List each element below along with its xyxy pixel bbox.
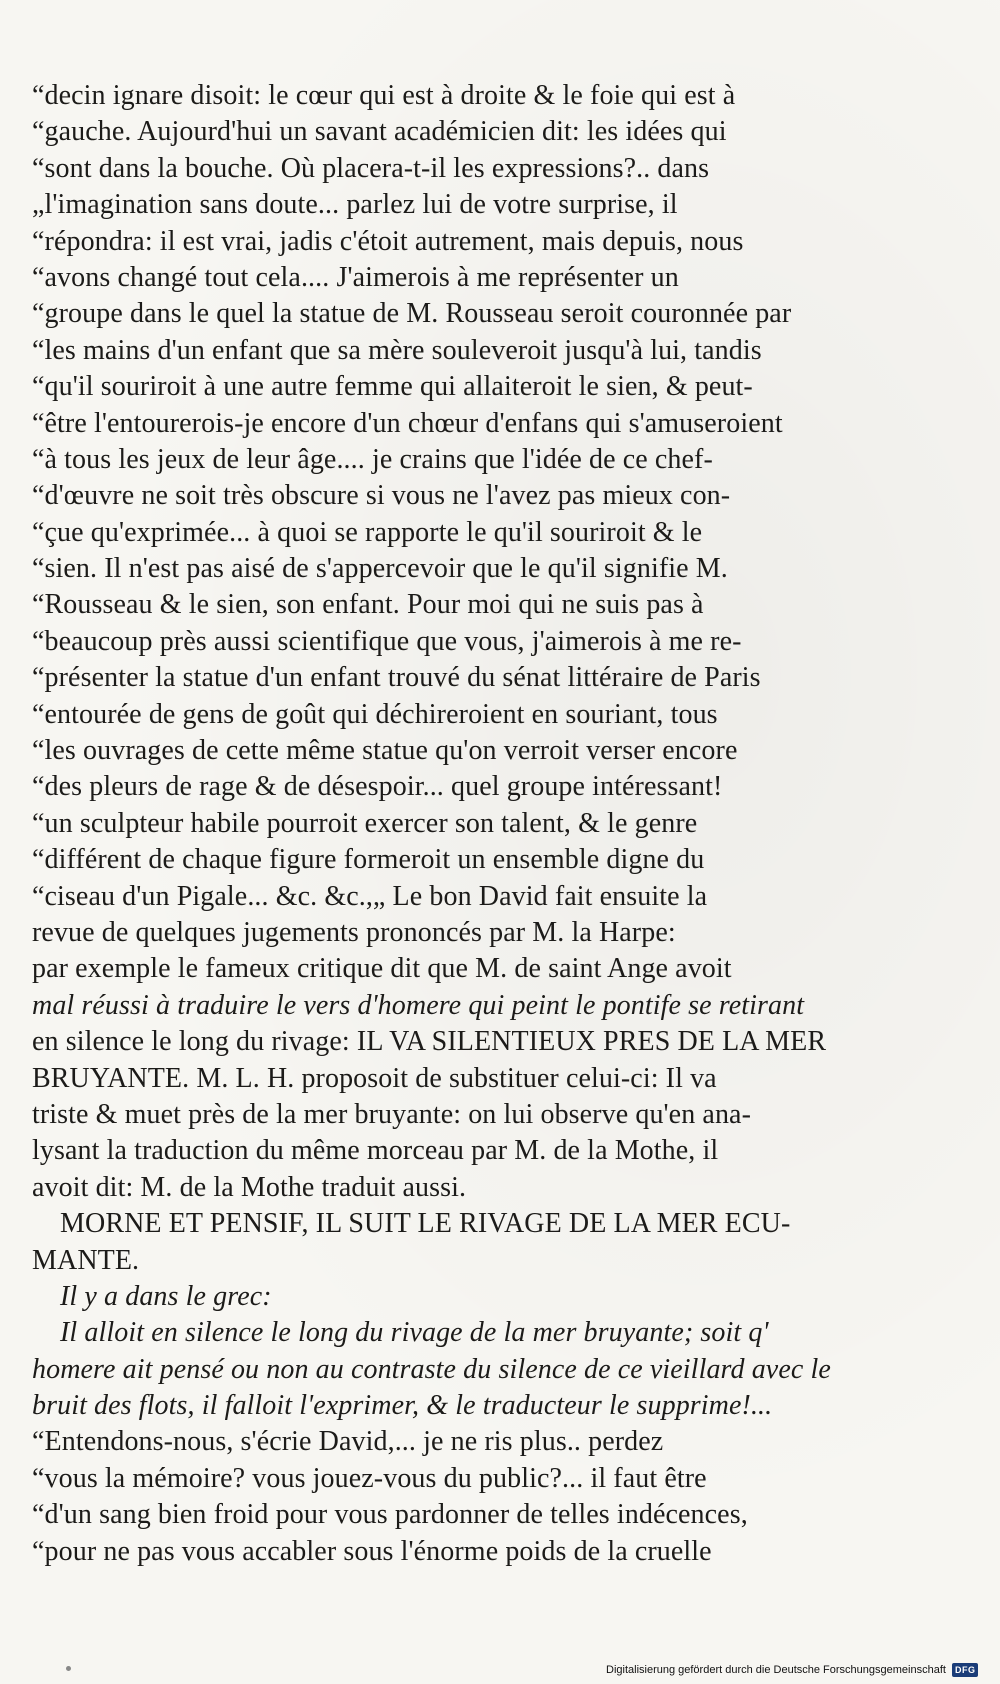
text-line: “ciseau d'un Pigale... &c. &c.,„ Le bon David fait ensuite la <box>32 880 708 912</box>
text-line: “qu'il souriroit à une autre femme qui allaiteroit le sien, & peut- <box>32 371 753 403</box>
text-line: revue de quelques jugements prononcés par M. la Harpe: <box>32 916 676 948</box>
text-line: Il alloit en silence le long du rivage de la mer bruyante; soit q' <box>60 1317 769 1349</box>
text-line: „l'imagination sans doute... parlez lui de votre surprise, il <box>32 189 678 221</box>
text-line: “répondra: il est vrai, jadis c'étoit autrement, mais depuis, nous <box>32 225 744 257</box>
text-line: “gauche. Aujourd'hui un savant académicien dit: les idées qui <box>32 116 727 148</box>
text-line: en silence le long du rivage: IL VA SILENTIEUX PRES DE LA MER <box>32 1026 827 1058</box>
text-line: lysant la traduction du même morceau par M. de la Mothe, il <box>32 1135 719 1167</box>
text-line: “un sculpteur habile pourroit exercer son talent, & le genre <box>32 807 698 839</box>
text-line: “d'un sang bien froid pour vous pardonner de telles indécences, <box>32 1499 748 1531</box>
text-line: Il y a dans le grec: <box>60 1280 272 1312</box>
text-line: “entourée de gens de goût qui déchireroient en souriant, tous <box>32 698 718 730</box>
body-text <box>32 78 937 1570</box>
text-line: “à tous les jeux de leur âge.... je crains que l'idée de ce chef- <box>32 443 713 475</box>
text-line: “çue qu'exprimée... à quoi se rapporte le qu'il souriroit & le <box>32 516 703 548</box>
text-line: “avons changé tout cela.... J'aimerois à me représenter un <box>32 261 679 293</box>
text-line: BRUYANTE. M. L. H. proposoit de substituer celui-ci: Il va <box>32 1062 717 1094</box>
footer-credit: Digitalisierung gefördert durch die Deutsche Forschungsgemeinschaft <box>606 1664 946 1676</box>
text-line: “sien. Il n'est pas aisé de s'appercevoir que le qu'il signifie M. <box>32 553 728 585</box>
text-line: “beaucoup près aussi scientifique que vous, j'aimerois à me re- <box>32 625 742 657</box>
text-line: “vous la mémoire? vous jouez-vous du public?... il faut être <box>32 1462 707 1494</box>
text-line: “les ouvrages de cette même statue qu'on verroit verser encore <box>32 735 738 767</box>
text-line: “différent de chaque figure formeroit un ensemble digne du <box>32 844 705 876</box>
text-line: MORNE ET PENSIF, IL SUIT LE RIVAGE DE LA MER ECU- <box>60 1208 791 1240</box>
digitization-footer <box>606 1661 978 1679</box>
text-line: “être l'entourerois-je encore d'un chœur d'enfans qui s'amuseroient <box>32 407 783 439</box>
text-line: par exemple le fameux critique dit que M. de saint Ange avoit <box>32 953 732 985</box>
text-line: “decin ignare disoit: le cœur qui est à droite & le foie qui est à <box>32 80 736 111</box>
text-line: “d'œuvre ne soit très obscure si vous ne l'avez pas mieux con- <box>32 480 731 512</box>
ink-speck <box>66 1666 71 1671</box>
text-line: “présenter la statue d'un enfant trouvé du sénat littéraire de Paris <box>32 662 761 694</box>
text-line: avoit dit: M. de la Mothe traduit aussi. <box>32 1171 467 1203</box>
text-line: triste & muet près de la mer bruyante: on lui observe qu'en ana- <box>32 1098 751 1130</box>
text-line: “des pleurs de rage & de désespoir... quel groupe intéressant! <box>32 771 723 803</box>
text-line: “groupe dans le quel la statue de M. Rousseau seroit couronnée par <box>32 298 792 330</box>
text-line: MANTE. <box>32 1244 140 1276</box>
text-line: “sont dans la bouche. Où placera-t-il les expressions?.. dans <box>32 152 710 184</box>
text-line: “Rousseau & le sien, son enfant. Pour moi qui ne suis pas à <box>32 589 704 621</box>
text-line: mal réussi à traduire le vers d'homere qui peint le pontife se retirant <box>32 989 805 1021</box>
text-line: “pour ne pas vous accabler sous l'énorme poids de la cruelle <box>32 1535 712 1567</box>
text-line: homere ait pensé ou non au contraste du silence de ce vieillard avec le <box>32 1353 831 1385</box>
text-line: bruit des flots, il falloit l'exprimer, & le traducteur le supprime!... <box>32 1390 773 1422</box>
text-line: “les mains d'un enfant que sa mère souleveroit jusqu'à lui, tandis <box>32 334 762 366</box>
dfg-logo-icon: DFG <box>952 1663 979 1677</box>
text-line: “Entendons-nous, s'écrie David,... je ne ris plus.. perdez <box>32 1426 664 1458</box>
